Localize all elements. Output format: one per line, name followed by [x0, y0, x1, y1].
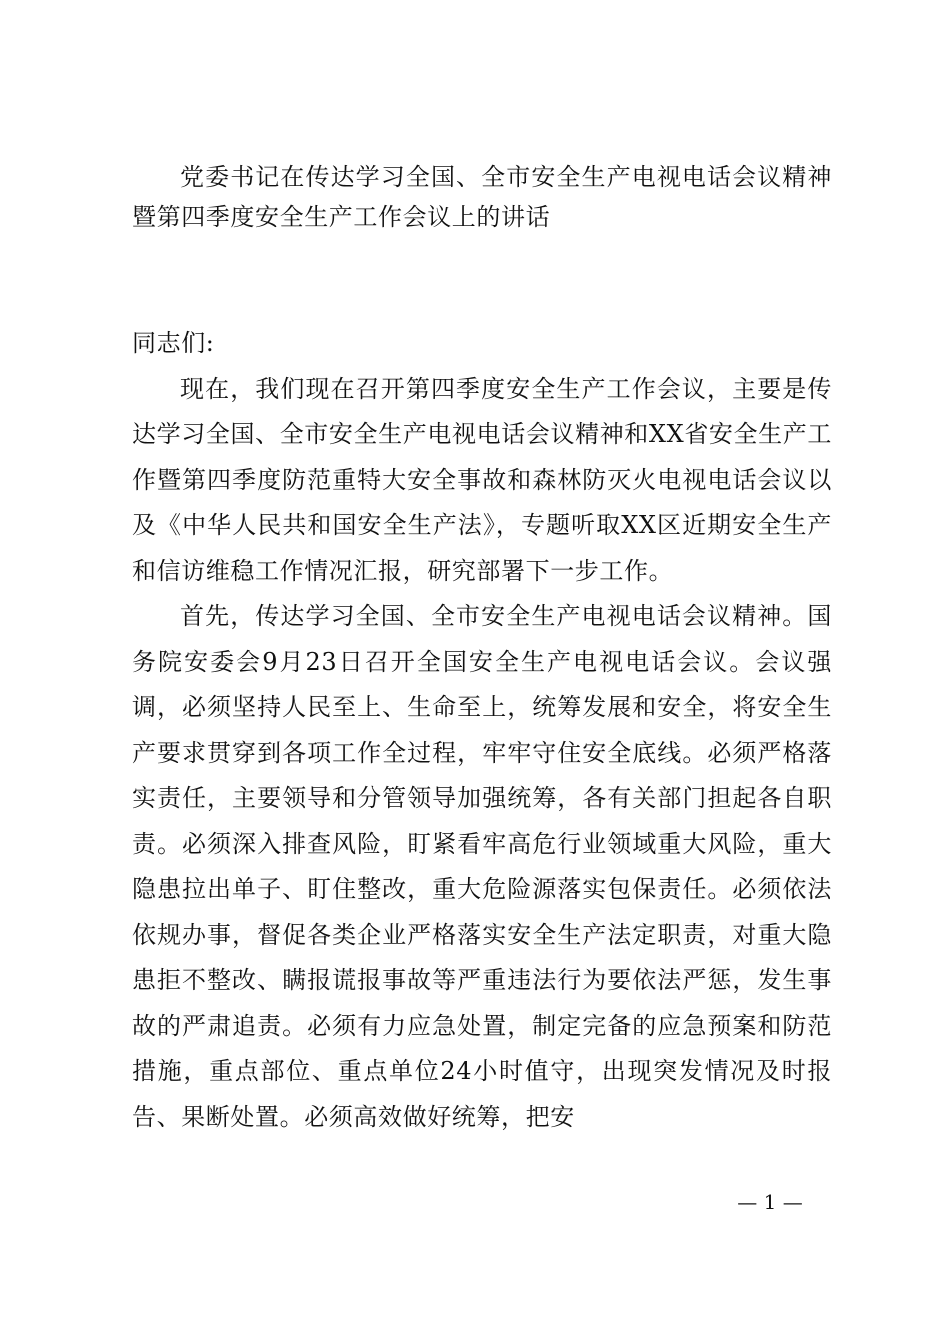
- paragraph-2: 首先，传达学习全国、全市安全生产电视电话会议精神。国务院安委会9月23日召开全国安全生产电视电话会议。会议强调，必须坚持人民至上、生命至上，统筹发展和安全，将安全生产要求贯穿到各项工作全过程，牢牢守住安全底线。必须严格落实责任，主要领导和分管领导加强统筹，各有关部门担起各自职责。必须深入排查风险，盯紧看牢高危行业领域重大风险，重大隐患拉出单子、盯住整改，重大危险源落实包保责任。必须依法依规办事，督促各类企业严格落实安全生产法定职责，对重大隐患拒不整改、瞒报谎报事故等严重违法行为要依法严惩，发生事故的严肃追责。必须有力应急处置，制定完备的应急预案和防范措施，重点部位、重点单位24小时值守，出现突发情况及时报告、果断处置。必须高效做好统筹，把安: [132, 602, 832, 1131]
- page-number: — 1 —: [737, 1190, 803, 1214]
- document-title: 党委书记在传达学习全国、全市安全生产电视电话会议精神暨第四季度安全生产工作会议上的讲话: [132, 163, 832, 231]
- salutation: 同志们:: [132, 329, 215, 357]
- paragraph-1: 现在，我们现在召开第四季度安全生产工作会议，主要是传达学习全国、全市安全生产电视电话会议精神和XX省安全生产工作暨第四季度防范重特大安全事故和森林防灭火电视电话会议以及《中华人民共和国安全生产法》，专题听取XX区近期安全生产和信访维稳工作情况汇报，研究部署下一步工作。: [132, 374, 832, 585]
- document-body: [132, 321, 832, 1140]
